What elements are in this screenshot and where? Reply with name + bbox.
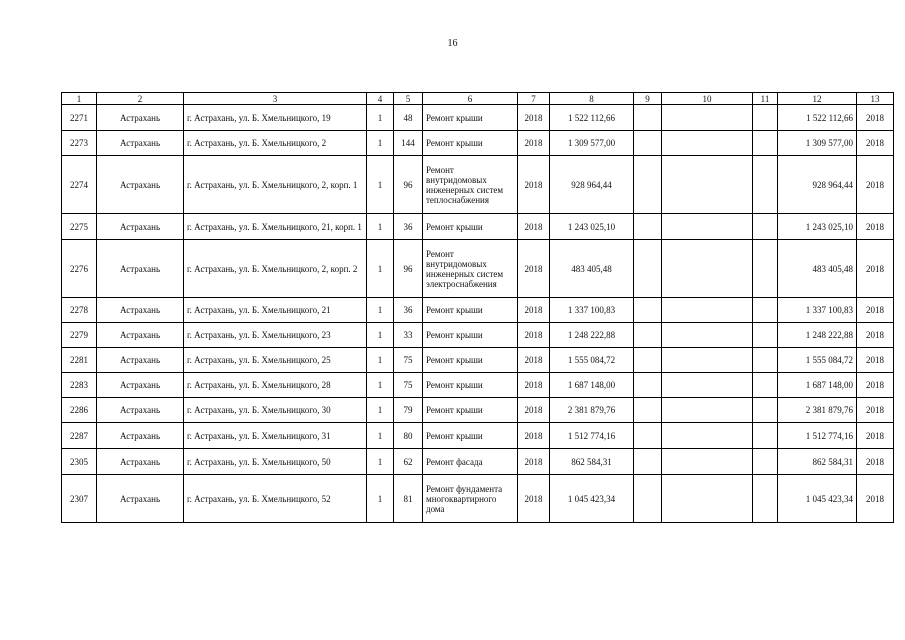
- completion-year-cell: 2018: [857, 373, 894, 398]
- column-header: 1: [62, 93, 97, 105]
- year-cell: 2018: [518, 323, 550, 348]
- row-number-cell: 2305: [62, 449, 97, 475]
- table-row: [62, 449, 894, 475]
- row-number-cell: 2278: [62, 298, 97, 323]
- work-type-cell: Ремонт крыши: [423, 398, 518, 423]
- year-cell: 2018: [518, 240, 550, 298]
- col11-cell: [753, 105, 778, 131]
- column-header: 6: [423, 93, 518, 105]
- col11-cell: [753, 373, 778, 398]
- col4-cell: 1: [367, 156, 394, 214]
- completion-year-cell: 2018: [857, 156, 894, 214]
- amount-cell: 2 381 879,76: [550, 398, 634, 423]
- total-cell: 1 512 774,16: [778, 423, 857, 449]
- work-type-cell: Ремонт крыши: [423, 214, 518, 240]
- col9-cell: [634, 423, 662, 449]
- year-cell: 2018: [518, 298, 550, 323]
- completion-year-cell: 2018: [857, 449, 894, 475]
- table-row: [62, 373, 894, 398]
- completion-year-cell: 2018: [857, 240, 894, 298]
- col5-cell: 80: [394, 423, 423, 449]
- col5-cell: 62: [394, 449, 423, 475]
- address-cell: г. Астрахань, ул. Б. Хмельницкого, 52: [184, 475, 367, 523]
- col9-cell: [634, 398, 662, 423]
- column-header: 13: [857, 93, 894, 105]
- city-cell: Астрахань: [97, 398, 184, 423]
- column-header: 11: [753, 93, 778, 105]
- col10-cell: [662, 423, 753, 449]
- row-number-cell: 2271: [62, 105, 97, 131]
- address-cell: г. Астрахань, ул. Б. Хмельницкого, 21, корп. 1: [184, 214, 367, 240]
- col11-cell: [753, 449, 778, 475]
- col10-cell: [662, 323, 753, 348]
- address-cell: г. Астрахань, ул. Б. Хмельницкого, 2, корп. 1: [184, 156, 367, 214]
- col10-cell: [662, 475, 753, 523]
- year-cell: 2018: [518, 131, 550, 156]
- col11-cell: [753, 131, 778, 156]
- total-cell: 483 405,48: [778, 240, 857, 298]
- col4-cell: 1: [367, 373, 394, 398]
- row-number-cell: 2279: [62, 323, 97, 348]
- total-cell: 928 964,44: [778, 156, 857, 214]
- column-header: 3: [184, 93, 367, 105]
- col10-cell: [662, 348, 753, 373]
- col5-cell: 81: [394, 475, 423, 523]
- col4-cell: 1: [367, 449, 394, 475]
- year-cell: 2018: [518, 398, 550, 423]
- total-cell: 862 584,31: [778, 449, 857, 475]
- col9-cell: [634, 240, 662, 298]
- total-cell: 1 248 222,88: [778, 323, 857, 348]
- work-type-cell: Ремонт фасада: [423, 449, 518, 475]
- table-row: [62, 131, 894, 156]
- work-type-cell: Ремонт крыши: [423, 348, 518, 373]
- amount-cell: 1 309 577,00: [550, 131, 634, 156]
- total-cell: 1 045 423,34: [778, 475, 857, 523]
- table-row: [62, 214, 894, 240]
- col4-cell: 1: [367, 214, 394, 240]
- amount-cell: 1 555 084,72: [550, 348, 634, 373]
- row-number-cell: 2281: [62, 348, 97, 373]
- col4-cell: 1: [367, 323, 394, 348]
- row-number-cell: 2287: [62, 423, 97, 449]
- column-header: 12: [778, 93, 857, 105]
- col9-cell: [634, 131, 662, 156]
- col9-cell: [634, 348, 662, 373]
- col10-cell: [662, 214, 753, 240]
- col5-cell: 79: [394, 398, 423, 423]
- col10-cell: [662, 373, 753, 398]
- row-number-cell: 2274: [62, 156, 97, 214]
- completion-year-cell: 2018: [857, 475, 894, 523]
- work-type-cell: Ремонт крыши: [423, 105, 518, 131]
- total-cell: 1 337 100,83: [778, 298, 857, 323]
- address-cell: г. Астрахань, ул. Б. Хмельницкого, 28: [184, 373, 367, 398]
- completion-year-cell: 2018: [857, 423, 894, 449]
- col10-cell: [662, 240, 753, 298]
- amount-cell: 1 522 112,66: [550, 105, 634, 131]
- city-cell: Астрахань: [97, 156, 184, 214]
- col11-cell: [753, 475, 778, 523]
- city-cell: Астрахань: [97, 348, 184, 373]
- col11-cell: [753, 323, 778, 348]
- col5-cell: 144: [394, 131, 423, 156]
- city-cell: Астрахань: [97, 240, 184, 298]
- amount-cell: 1 337 100,83: [550, 298, 634, 323]
- page-number: 16: [447, 38, 458, 49]
- table-row: [62, 348, 894, 373]
- col5-cell: 96: [394, 240, 423, 298]
- total-cell: 1 243 025,10: [778, 214, 857, 240]
- col4-cell: 1: [367, 105, 394, 131]
- col10-cell: [662, 156, 753, 214]
- city-cell: Астрахань: [97, 475, 184, 523]
- work-type-cell: Ремонт крыши: [423, 373, 518, 398]
- col10-cell: [662, 131, 753, 156]
- year-cell: 2018: [518, 475, 550, 523]
- table-row: [62, 156, 894, 214]
- col5-cell: 96: [394, 156, 423, 214]
- year-cell: 2018: [518, 105, 550, 131]
- col10-cell: [662, 449, 753, 475]
- address-cell: г. Астрахань, ул. Б. Хмельницкого, 25: [184, 348, 367, 373]
- table-row: [62, 398, 894, 423]
- col9-cell: [634, 156, 662, 214]
- completion-year-cell: 2018: [857, 131, 894, 156]
- city-cell: Астрахань: [97, 105, 184, 131]
- completion-year-cell: 2018: [857, 298, 894, 323]
- total-cell: 1 687 148,00: [778, 373, 857, 398]
- address-cell: г. Астрахань, ул. Б. Хмельницкого, 21: [184, 298, 367, 323]
- col4-cell: 1: [367, 131, 394, 156]
- col11-cell: [753, 348, 778, 373]
- col9-cell: [634, 475, 662, 523]
- city-cell: Астрахань: [97, 373, 184, 398]
- col4-cell: 1: [367, 298, 394, 323]
- city-cell: Астрахань: [97, 298, 184, 323]
- amount-cell: 1 248 222,88: [550, 323, 634, 348]
- city-cell: Астрахань: [97, 131, 184, 156]
- table-row: [62, 423, 894, 449]
- completion-year-cell: 2018: [857, 398, 894, 423]
- year-cell: 2018: [518, 449, 550, 475]
- col11-cell: [753, 298, 778, 323]
- work-type-cell: Ремонт крыши: [423, 131, 518, 156]
- col4-cell: 1: [367, 475, 394, 523]
- work-type-cell: Ремонт крыши: [423, 323, 518, 348]
- amount-cell: 1 045 423,34: [550, 475, 634, 523]
- year-cell: 2018: [518, 156, 550, 214]
- col5-cell: 75: [394, 348, 423, 373]
- column-header: 2: [97, 93, 184, 105]
- table-row: [62, 475, 894, 523]
- col4-cell: 1: [367, 423, 394, 449]
- amount-cell: 1 687 148,00: [550, 373, 634, 398]
- year-cell: 2018: [518, 373, 550, 398]
- col9-cell: [634, 214, 662, 240]
- total-cell: 1 555 084,72: [778, 348, 857, 373]
- col11-cell: [753, 423, 778, 449]
- address-cell: г. Астрахань, ул. Б. Хмельницкого, 23: [184, 323, 367, 348]
- total-cell: 2 381 879,76: [778, 398, 857, 423]
- row-number-cell: 2286: [62, 398, 97, 423]
- year-cell: 2018: [518, 423, 550, 449]
- table-row: [62, 105, 894, 131]
- col5-cell: 48: [394, 105, 423, 131]
- work-type-cell: Ремонт крыши: [423, 298, 518, 323]
- column-header: 5: [394, 93, 423, 105]
- work-type-cell: Ремонт крыши: [423, 423, 518, 449]
- col4-cell: 1: [367, 398, 394, 423]
- col9-cell: [634, 298, 662, 323]
- work-type-cell: Ремонт внутридомовых инженерных систем электроснабжения: [423, 240, 518, 298]
- row-number-cell: 2273: [62, 131, 97, 156]
- col5-cell: 75: [394, 373, 423, 398]
- address-cell: г. Астрахань, ул. Б. Хмельницкого, 19: [184, 105, 367, 131]
- col9-cell: [634, 373, 662, 398]
- amount-cell: 483 405,48: [550, 240, 634, 298]
- amount-cell: 928 964,44: [550, 156, 634, 214]
- work-type-cell: Ремонт фундамента многоквартирного дома: [423, 475, 518, 523]
- column-header: 10: [662, 93, 753, 105]
- col4-cell: 1: [367, 348, 394, 373]
- table-row: [62, 298, 894, 323]
- col9-cell: [634, 449, 662, 475]
- col10-cell: [662, 298, 753, 323]
- completion-year-cell: 2018: [857, 214, 894, 240]
- work-type-cell: Ремонт внутридомовых инженерных систем теплоснабжения: [423, 156, 518, 214]
- table-row: [62, 240, 894, 298]
- column-header: 8: [550, 93, 634, 105]
- completion-year-cell: 2018: [857, 105, 894, 131]
- column-header: 7: [518, 93, 550, 105]
- row-number-cell: 2275: [62, 214, 97, 240]
- col10-cell: [662, 398, 753, 423]
- total-cell: 1 309 577,00: [778, 131, 857, 156]
- table-row: [62, 323, 894, 348]
- city-cell: Астрахань: [97, 323, 184, 348]
- col5-cell: 33: [394, 323, 423, 348]
- row-number-cell: 2283: [62, 373, 97, 398]
- col11-cell: [753, 214, 778, 240]
- column-header: 4: [367, 93, 394, 105]
- col10-cell: [662, 105, 753, 131]
- address-cell: г. Астрахань, ул. Б. Хмельницкого, 2, корп. 2: [184, 240, 367, 298]
- col11-cell: [753, 156, 778, 214]
- column-number-row: [62, 93, 894, 105]
- col5-cell: 36: [394, 298, 423, 323]
- address-cell: г. Астрахань, ул. Б. Хмельницкого, 30: [184, 398, 367, 423]
- city-cell: Астрахань: [97, 449, 184, 475]
- year-cell: 2018: [518, 348, 550, 373]
- city-cell: Астрахань: [97, 214, 184, 240]
- amount-cell: 1 243 025,10: [550, 214, 634, 240]
- row-number-cell: 2276: [62, 240, 97, 298]
- col9-cell: [634, 105, 662, 131]
- year-cell: 2018: [518, 214, 550, 240]
- amount-cell: 862 584,31: [550, 449, 634, 475]
- city-cell: Астрахань: [97, 423, 184, 449]
- amount-cell: 1 512 774,16: [550, 423, 634, 449]
- column-header: 9: [634, 93, 662, 105]
- address-cell: г. Астрахань, ул. Б. Хмельницкого, 2: [184, 131, 367, 156]
- address-cell: г. Астрахань, ул. Б. Хмельницкого, 31: [184, 423, 367, 449]
- total-cell: 1 522 112,66: [778, 105, 857, 131]
- address-cell: г. Астрахань, ул. Б. Хмельницкого, 50: [184, 449, 367, 475]
- col4-cell: 1: [367, 240, 394, 298]
- col11-cell: [753, 398, 778, 423]
- completion-year-cell: 2018: [857, 323, 894, 348]
- completion-year-cell: 2018: [857, 348, 894, 373]
- col5-cell: 36: [394, 214, 423, 240]
- row-number-cell: 2307: [62, 475, 97, 523]
- repair-registry-table: [61, 92, 894, 523]
- col9-cell: [634, 323, 662, 348]
- col11-cell: [753, 240, 778, 298]
